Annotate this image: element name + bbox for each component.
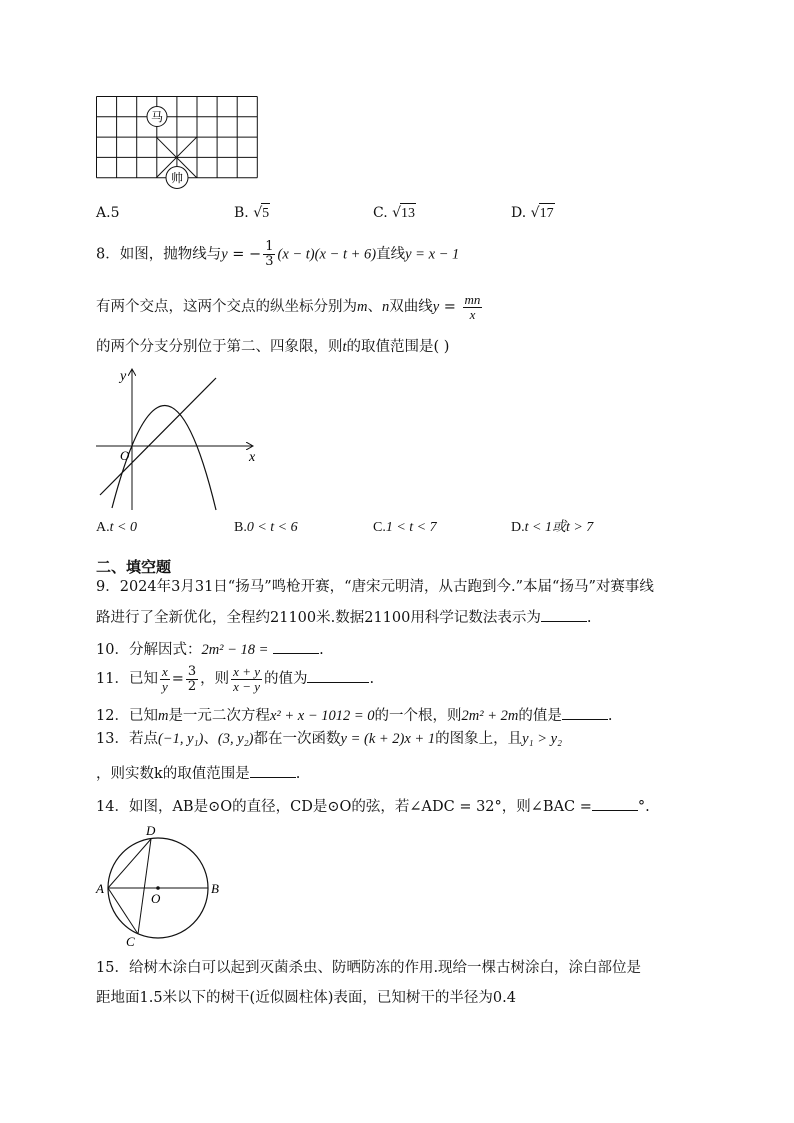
chess-grid-figure <box>96 96 264 190</box>
circle-figure <box>94 822 224 948</box>
q15-line-2: 距地面1.5米以下的树干(近似圆柱体)表面，已知树干的半径为0.4 <box>96 990 516 1006</box>
horse-label: 马 <box>150 110 164 124</box>
chord-cd <box>138 839 151 934</box>
q14-answer-blank[interactable] <box>592 796 638 811</box>
q13-line-1: 13．若点(−1, y₁)、(3, y₂)都在一次函数y = (k + 2)x + 1的图象上，且y₁ > y₂ <box>96 731 563 747</box>
straight-line <box>100 378 216 495</box>
q12-answer-blank[interactable] <box>562 705 608 720</box>
q7-option-a[interactable]: A.5 <box>96 205 120 221</box>
q10-line: 10．分解因式：2m² − 18 = . <box>96 639 324 660</box>
q14-line: 14．如图，AB是⊙O的直径，CD是⊙O的弦，若∠ADC = 32°，则∠BAC = °. <box>96 796 650 817</box>
q8-line-2: 有两个交点，这两个交点的纵坐标分别为m、n双曲线y = $\frac{mn}{x}$ <box>96 291 481 322</box>
q7-option-d[interactable]: D. √17 <box>511 203 555 224</box>
q11-answer-blank[interactable] <box>307 668 369 683</box>
section-title: 二、填空题 <box>96 558 172 576</box>
label-c: C <box>126 934 135 948</box>
q8-option-a[interactable]: A.t < 0 <box>96 520 137 535</box>
chord-ac <box>108 888 138 934</box>
q8-option-c[interactable]: C.1 < t < 7 <box>373 520 437 535</box>
label-d: D <box>146 823 156 838</box>
q7-option-b[interactable]: B. √5 <box>234 203 270 224</box>
q8-option-d[interactable]: D.t < 1或t > 7 <box>511 520 594 535</box>
q9-line-1: 9．2024年3月31日“扬马”鸣枪开赛，“唐宋元明清，从古跑到今.”本届“扬马”对赛事线 <box>96 579 654 595</box>
parabola-line-graph <box>94 364 264 512</box>
origin-label: O <box>120 448 130 463</box>
q12-line: 12．已知m是一元二次方程x² + x − 1012 = 0的一个根，则2m² + 2m的值是 . <box>96 705 612 726</box>
q10-answer-blank[interactable] <box>273 639 319 654</box>
q15-line-1: 15．给树木涂白可以起到灭菌杀虫、防晒防冻的作用.现给一棵古树涂白，涂白部位是 <box>96 960 642 976</box>
q13-answer-blank[interactable] <box>250 763 296 778</box>
label-b: B <box>211 881 219 896</box>
q9-answer-blank[interactable] <box>541 607 587 622</box>
label-a: A <box>96 881 104 896</box>
center-point <box>156 886 160 890</box>
q7-option-c[interactable]: C. √13 <box>373 203 416 224</box>
marshal-label: 帅 <box>170 171 184 185</box>
q8-line-3: 的两个分支分别位于第二、四象限，则t的取值范围是( ) <box>96 339 450 355</box>
q11-line: 11．已知 $\frac{x}{y}$ = $\frac{3}{2}$ ，则 $\frac{x + y}{x - y}$ 的值为 . <box>96 663 375 694</box>
q8-line-1: 8．如图，抛物线与y = − $\frac{1}{3}$ (x − t)(x − t + 6)直线y = x − 1 <box>96 239 460 269</box>
y-axis-label: y <box>120 369 127 384</box>
q13-line-2: ，则实数k的取值范围是 . <box>96 763 300 784</box>
q8-option-b[interactable]: B.0 < t < 6 <box>234 520 298 535</box>
label-o: O <box>151 891 161 906</box>
x-axis-label: x <box>249 450 256 465</box>
q9-line-2: 路进行了全新优化，全程约21100米.数据21100用科学记数法表示为 . <box>96 607 591 628</box>
